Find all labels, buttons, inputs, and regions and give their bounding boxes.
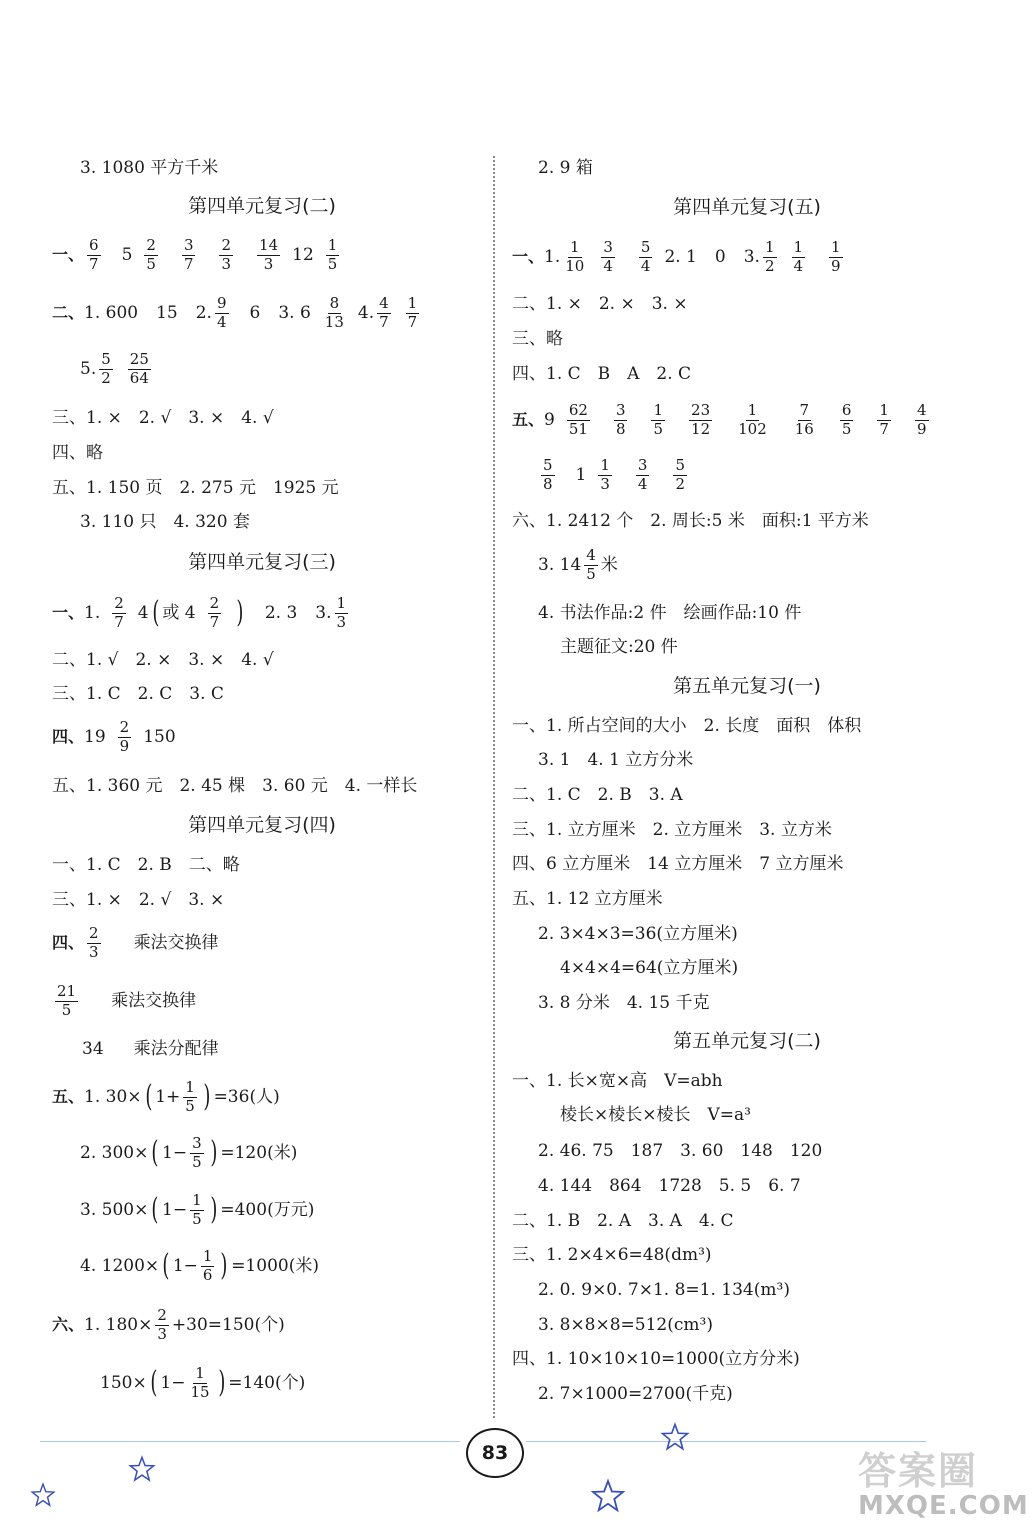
answer-line: 三、略 [512, 329, 563, 349]
answer-line: 四、1. 10×10×10=1000(立方分米) [512, 1349, 800, 1369]
answer-line: 5. $\frac{5}{2}$ $\frac{25}{64}$ [80, 350, 149, 387]
answer-line: 3. 14 $\frac{4}{5}$ 米 [538, 546, 618, 583]
fraction: $\frac{7}{16}$ [794, 401, 814, 438]
fraction: $\frac{4}{7}$ [379, 294, 389, 331]
answer-line: 二、1. B 2. A 3. A 4. C [512, 1211, 734, 1231]
fraction: $\frac{2}{3}$ [157, 1306, 167, 1343]
fraction: $\frac{1}{5}$ [653, 401, 664, 438]
fraction: $\frac{3}{5}$ [192, 1134, 202, 1171]
answer-line: 4. 书法作品:2 件 绘画作品:10 件 [538, 603, 802, 623]
answer-line: 四、 19 $\frac{2}{9}$ 150 [52, 718, 176, 755]
fraction: $\frac{2}{3}$ [221, 236, 232, 273]
fraction: $\frac{1}{15}$ [190, 1364, 210, 1401]
answer-line: 四、6 立方厘米 14 立方厘米 7 立方厘米 [512, 854, 844, 874]
fraction: $\frac{5}{8}$ [543, 456, 553, 493]
fraction: $\frac{3}{7}$ [183, 236, 194, 273]
answer-line: 三、1. × 2. √ 3. × 4. √ [52, 408, 274, 428]
answer-line: 五、1. 12 立方厘米 [512, 889, 663, 909]
answer-line: 2. 9 箱 [538, 158, 593, 178]
fraction: $\frac{1}{7}$ [407, 294, 418, 331]
fraction: $\frac{2}{9}$ [119, 718, 130, 755]
star-icon [30, 1482, 56, 1508]
fraction: $\frac{1}{9}$ [831, 238, 841, 275]
fraction: $\frac{14}{3}$ [259, 236, 279, 273]
fraction: $\frac{9}{4}$ [216, 294, 227, 331]
fraction: $\frac{3}{4}$ [637, 456, 648, 493]
fraction: $\frac{5}{2}$ [101, 350, 111, 387]
fraction: $\frac{62}{51}$ [568, 401, 588, 438]
fraction: $\frac{1}{5}$ [192, 1191, 202, 1228]
answer-line: 2. 300× ( 1− $\frac{3}{5}$ ) =120(米) [80, 1134, 298, 1171]
section-heading: 第四单元复习(三) [188, 551, 336, 573]
answer-line: 五、1. 360 元 2. 45 棵 3. 60 元 4. 一样长 [52, 776, 418, 796]
answer-line: $\frac{5}{8}$ 1 $\frac{1}{3}$ $\frac{3}{4}$ $\frac{5}{2}$ [543, 456, 686, 493]
answer-line: 3. 1080 平方千米 [80, 158, 219, 178]
star-icon [660, 1422, 690, 1452]
answer-line: 四、略 [52, 443, 103, 463]
fraction: $\frac{3}{8}$ [615, 401, 626, 438]
answer-line: 3. 8 分米 4. 15 千克 [538, 993, 710, 1013]
section-heading: 第五单元复习(二) [673, 1030, 821, 1052]
answer-line: 五、 9 $\frac{62}{51}$ $\frac{3}{8}$ $\frac{1}{5}$ $\frac{23}{12}$ $\frac{1}{102}$ $\frac{7}{16}$ $\frac{6}{5}$ $\frac{1}{7}$ $\frac{4}{9}$ [512, 401, 927, 438]
watermark-url: MXQE.COM [858, 1491, 1029, 1521]
answer-line: 六、1. 2412 个 2. 周长:5 米 面积:1 平方米 [512, 511, 869, 531]
answer-line: 三、1. 立方厘米 2. 立方厘米 3. 立方米 [512, 820, 832, 840]
section-heading: 第四单元复习(二) [188, 195, 336, 217]
footer-rule-left [40, 1441, 460, 1442]
answer-line: 3. 500× ( 1− $\frac{1}{5}$ ) =400(万元) [80, 1191, 315, 1228]
fraction: $\frac{2}{7}$ [114, 594, 124, 631]
fraction: $\frac{1}{5}$ [327, 236, 338, 273]
answer-line: 二、1. × 2. × 3. × [512, 294, 688, 314]
fraction: $\frac{1}{6}$ [202, 1247, 213, 1284]
answer-line: 六、 1. 180× $\frac{2}{3}$ +30=150(个) [52, 1306, 285, 1343]
fraction: $\frac{23}{12}$ [691, 401, 711, 438]
answer-line: 4. 1200× ( 1− $\frac{1}{6}$ ) =1000(米) [80, 1247, 319, 1284]
answer-line: 3. 8×8×8=512(cm³) [538, 1315, 713, 1335]
answer-line: 一、1. C 2. B 二、略 [52, 855, 240, 875]
fraction: $\frac{4}{9}$ [916, 401, 927, 438]
answer-line: 一、 1. $\frac{2}{7}$ 4 ( 或 4 $\frac{2}{7}$ ) 2. 3 3. $\frac{1}{3}$ [52, 594, 347, 631]
answer-line: 2. 0. 9×0. 7×1. 8=1. 134(m³) [538, 1280, 790, 1300]
watermark-logo: 答案圈 [858, 1449, 979, 1493]
answer-line: 2. 7×1000=2700(千克) [538, 1384, 733, 1404]
fraction: $\frac{5}{4}$ [640, 238, 651, 275]
fraction: $\frac{2}{5}$ [146, 236, 156, 273]
answer-line: 二、 1. 600 15 2. $\frac{9}{4}$ 6 3. 6 $\frac{8}{13}$ 4. $\frac{4}{7}$ $\frac{1}{7}$ [52, 294, 418, 331]
fraction: $\frac{6}{5}$ [841, 401, 852, 438]
answer-line: 一、1. 长×宽×高 V=abh [512, 1071, 723, 1091]
page-number: 83 [466, 1428, 524, 1478]
fraction: $\frac{1}{10}$ [565, 238, 585, 275]
answer-line: 二、1. C 2. B 3. A [512, 785, 683, 805]
fraction: $\frac{5}{2}$ [675, 456, 686, 493]
column-divider [493, 156, 495, 1418]
answer-line: 主题征文:20 件 [560, 637, 678, 657]
fraction: $\frac{2}{7}$ [209, 594, 220, 631]
answer-line: 五、 1. 30× ( 1+ $\frac{1}{5}$ ) =36(人) [52, 1078, 280, 1115]
fraction: $\frac{8}{13}$ [324, 294, 344, 331]
answer-line: 3. 1 4. 1 立方分米 [538, 750, 694, 770]
fraction: $\frac{1}{3}$ [336, 594, 347, 631]
star-icon [128, 1455, 156, 1483]
answer-line: 一、1. 所占空间的大小 2. 长度 面积 体积 [512, 716, 862, 736]
fraction: $\frac{4}{5}$ [586, 546, 596, 583]
answer-line: 三、1. × 2. √ 3. × [52, 890, 225, 910]
answer-line: 34 乘法分配律 [82, 1039, 219, 1059]
answer-line: 2. 3×4×3=36(立方厘米) [538, 924, 738, 944]
answer-line: 三、1. 2×4×6=48(dm³) [512, 1245, 712, 1265]
answer-line: 4. 144 864 1728 5. 5 6. 7 [538, 1176, 801, 1196]
answer-line: 二、1. √ 2. × 3. × 4. √ [52, 650, 274, 670]
section-heading: 第四单元复习(五) [673, 196, 821, 218]
fraction: $\frac{2}{3}$ [89, 924, 99, 961]
answer-line: 4×4×4=64(立方厘米) [560, 958, 739, 978]
answer-line: 一、 1. $\frac{1}{10}$ $\frac{3}{4}$ $\frac{5}{4}$ 2. 1 0 3. $\frac{1}{2}$ $\frac{1}{4}$ $\frac{1}{9}$ [512, 238, 841, 275]
fraction: $\frac{6}{7}$ [89, 236, 99, 273]
fraction: $\frac{1}{5}$ [185, 1078, 195, 1115]
fraction: $\frac{3}{4}$ [603, 238, 613, 275]
fraction: $\frac{1}{102}$ [738, 401, 767, 438]
section-heading: 第五单元复习(一) [673, 675, 821, 697]
answer-line: 棱长×棱长×棱长 V=a³ [560, 1105, 751, 1125]
answer-line: 四、 $\frac{2}{3}$ 乘法交换律 [52, 924, 219, 961]
answer-line: 四、1. C B A 2. C [512, 364, 692, 384]
star-icon [590, 1478, 626, 1514]
answer-line: 五、1. 150 页 2. 275 元 1925 元 [52, 478, 339, 498]
watermark [858, 1440, 1028, 1528]
answer-line: 150× ( 1− $\frac{1}{15}$ ) =140(个) [100, 1364, 306, 1401]
fraction: $\frac{21}{5}$ [57, 982, 77, 1019]
answer-line: 2. 46. 75 187 3. 60 148 120 [538, 1141, 823, 1161]
fraction: $\frac{1}{7}$ [879, 401, 889, 438]
section-heading: 第四单元复习(四) [188, 814, 336, 836]
answer-line: 三、1. C 2. C 3. C [52, 684, 224, 704]
answer-line: $\frac{21}{5}$ 乘法交换律 [57, 982, 197, 1019]
fraction: $\frac{1}{3}$ [600, 456, 610, 493]
fraction: $\frac{1}{4}$ [793, 238, 804, 275]
fraction: $\frac{25}{64}$ [129, 350, 149, 387]
answer-line: 3. 110 只 4. 320 套 [80, 512, 250, 532]
answer-line: 一、 $\frac{6}{7}$ 5 $\frac{2}{5}$ $\frac{3}{7}$ $\frac{2}{3}$ $\frac{14}{3}$ 12 $\frac{1}{5}$ [52, 236, 338, 273]
fraction: $\frac{1}{2}$ [764, 238, 775, 275]
